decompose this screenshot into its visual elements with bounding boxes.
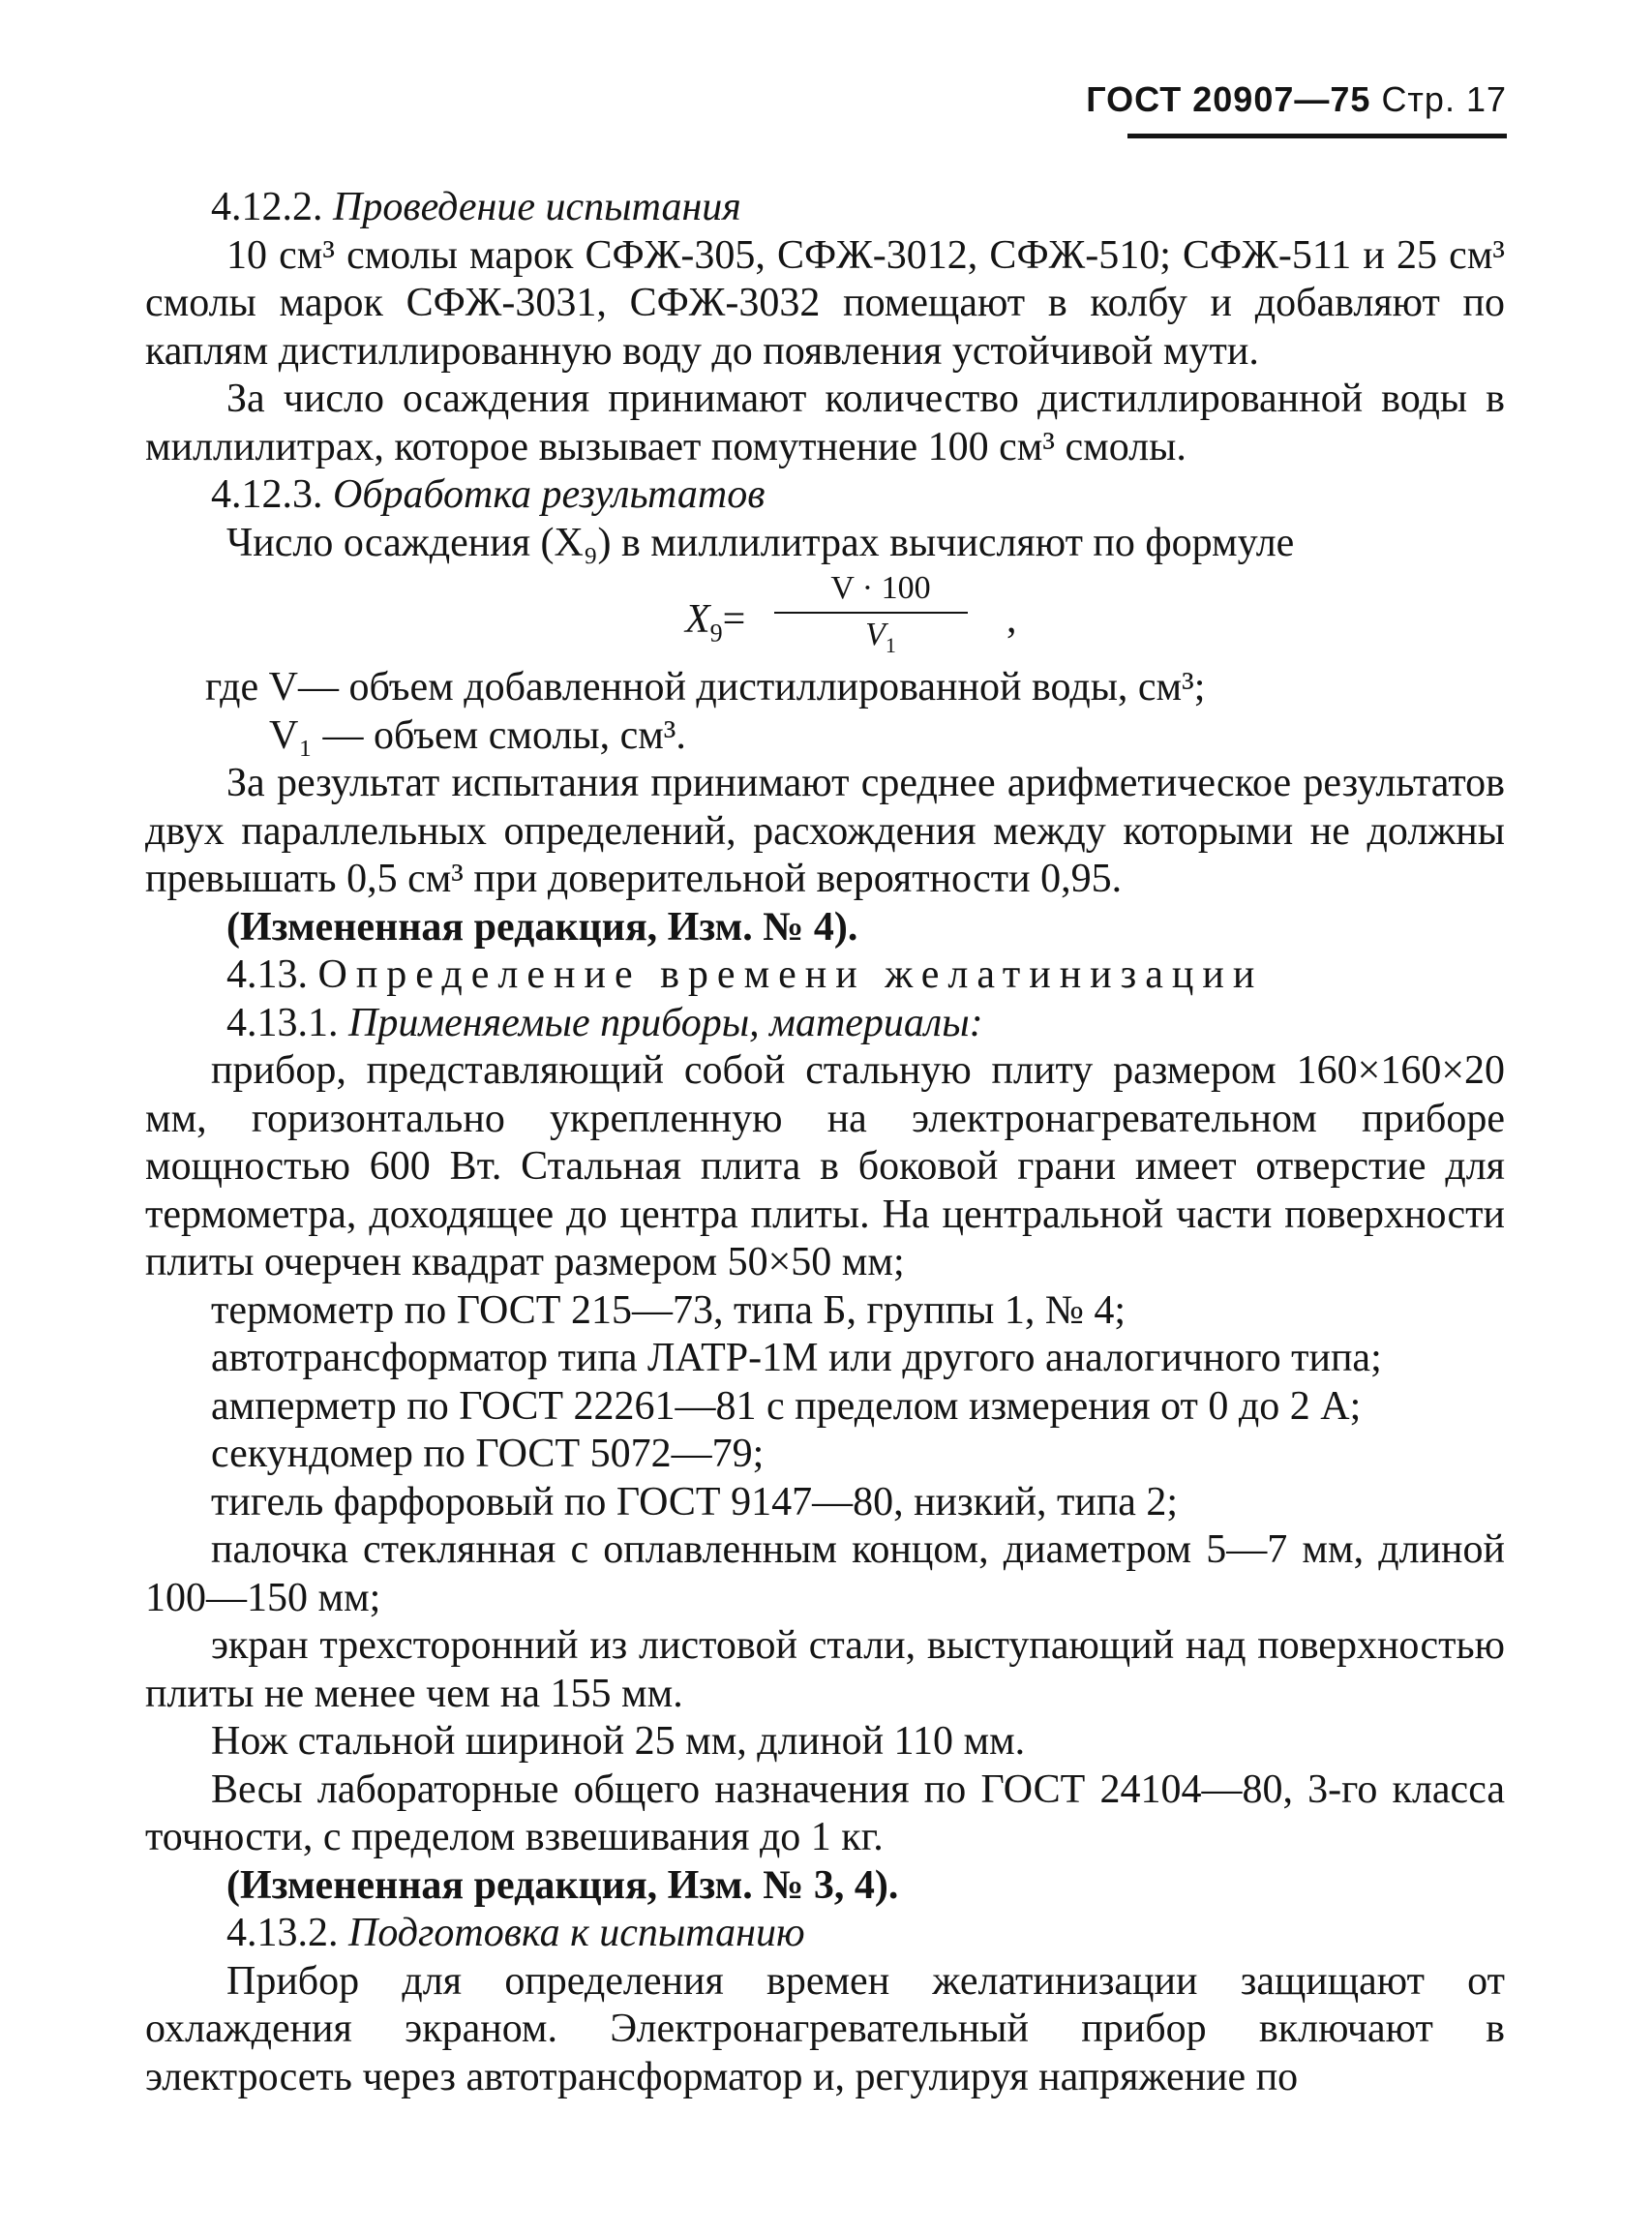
list-item: секундомер по ГОСТ 5072—79;	[211, 1432, 765, 1476]
section-number: 4.12.2.	[211, 185, 323, 229]
formula	[145, 569, 1505, 664]
formula-legend-2: V₁ — объем смолы, см³.	[269, 712, 686, 758]
header-rule	[1127, 134, 1507, 138]
paragraph: Число осаждения (X₉) в миллилитрах вычисляют по формуле	[226, 520, 1295, 565]
section-number: 4.12.3.	[211, 472, 323, 517]
list-item: термометр по ГОСТ 215—73, типа Б, группы 1, № 4;	[211, 1287, 1126, 1333]
page-number: Стр. 17	[1381, 79, 1507, 119]
section-number: 4.13.2.	[226, 1911, 339, 1955]
document-body	[145, 184, 1505, 2101]
formula-lhs: $X_9=$	[685, 597, 746, 648]
section-title: Подготовка к испытанию	[348, 1911, 805, 1955]
list-item: экран трехсторонний из листовой стали, выступающий над поверхностью плиты не менее чем на 155 мм.	[145, 1623, 1505, 1716]
list-item: амперметр по ГОСТ 22261—81 с пределом измерения от 0 до 2 А;	[211, 1383, 1362, 1429]
list-item: тигель фарфоровый по ГОСТ 9147—80, низкий, типа 2;	[211, 1479, 1179, 1525]
list-item: палочка стеклянная с оплавленным концом, диаметром 5—7 мм, длиной 100—150 мм;	[145, 1527, 1505, 1620]
list-item: Нож стальной шириной 25 мм, длиной 110 мм.	[211, 1719, 1026, 1764]
page-header	[1086, 79, 1507, 120]
formula-fraction	[774, 569, 987, 657]
section-heading-4-13	[145, 951, 1505, 1000]
section-number: 4.13.1.	[226, 1000, 339, 1045]
fraction-bar	[774, 612, 968, 614]
paragraph: За результат испытания принимают среднее арифметическое результатов двух параллельных определений, расхождения между которыми не должны превышать 0,5 см³ при доверительной вероятности 0,95.	[145, 761, 1505, 901]
amendment-note: (Измененная редакция, Изм. № 3, 4).	[226, 1862, 899, 1908]
amendment-note: (Измененная редакция, Изм. № 4).	[226, 904, 858, 950]
list-item: автотрансформатор типа ЛАТР-1М или другого аналогичного типа;	[211, 1336, 1382, 1380]
section-title: Проведение испытания	[333, 185, 741, 229]
paragraph: За число осаждения принимают количество дистиллированной воды в миллилитрах, которое вызывает помутнение 100 см³ смолы.	[145, 377, 1505, 469]
formula-trail: ,	[1006, 597, 1017, 642]
section-heading-4-13-1	[145, 1000, 1505, 1048]
formula-numerator: V · 100	[830, 570, 931, 606]
section-heading-4-12-3	[145, 471, 1505, 520]
list-item: Весы лабораторные общего назначения по ГОСТ 24104—80, 3-го класса точности, с пределом взвешивания до 1 кг.	[145, 1766, 1505, 1859]
section-heading-4-13-2	[145, 1910, 1505, 1958]
list-item: прибор, представляющий собой стальную плиту размером 160×160×20 мм, горизонтально укрепленную на электронагревательном приборе мощностью 600 Вт. Стальная плита в боковой грани имеет отверстие для термометра, доходящее до центра плиты. На центральной части поверхности плиты очерчен квадрат размером 50×50 мм;	[145, 1048, 1505, 1284]
formula-denominator: $V_1$	[865, 617, 896, 657]
section-title: Обработка результатов	[333, 472, 766, 517]
paragraph: Прибор для определения времен желатинизации защищают от охлаждения экраном. Электронагревательный прибор включают в электросеть через автотрансформатор и, регулируя напряжение по	[145, 1958, 1505, 2099]
section-number: 4.13.	[226, 952, 308, 997]
standard-number: ГОСТ 20907—75	[1086, 79, 1371, 119]
formula-legend-1: где V— объем добавленной дистиллированной воды, см³;	[205, 665, 1206, 709]
paragraph: 10 см³ смолы марок СФЖ-305, СФЖ-3012, СФЖ-510; СФЖ-511 и 25 см³ смолы марок СФЖ-3031, СФЖ-3032 помещают в колбу и добавляют по каплям дистиллированную воду до появления устойчивой мути.	[145, 232, 1505, 374]
section-title: Определение времени желатинизации	[317, 952, 1264, 997]
section-title: Применяемые приборы, материалы:	[348, 1000, 983, 1045]
section-heading-4-12-2	[145, 184, 1505, 232]
